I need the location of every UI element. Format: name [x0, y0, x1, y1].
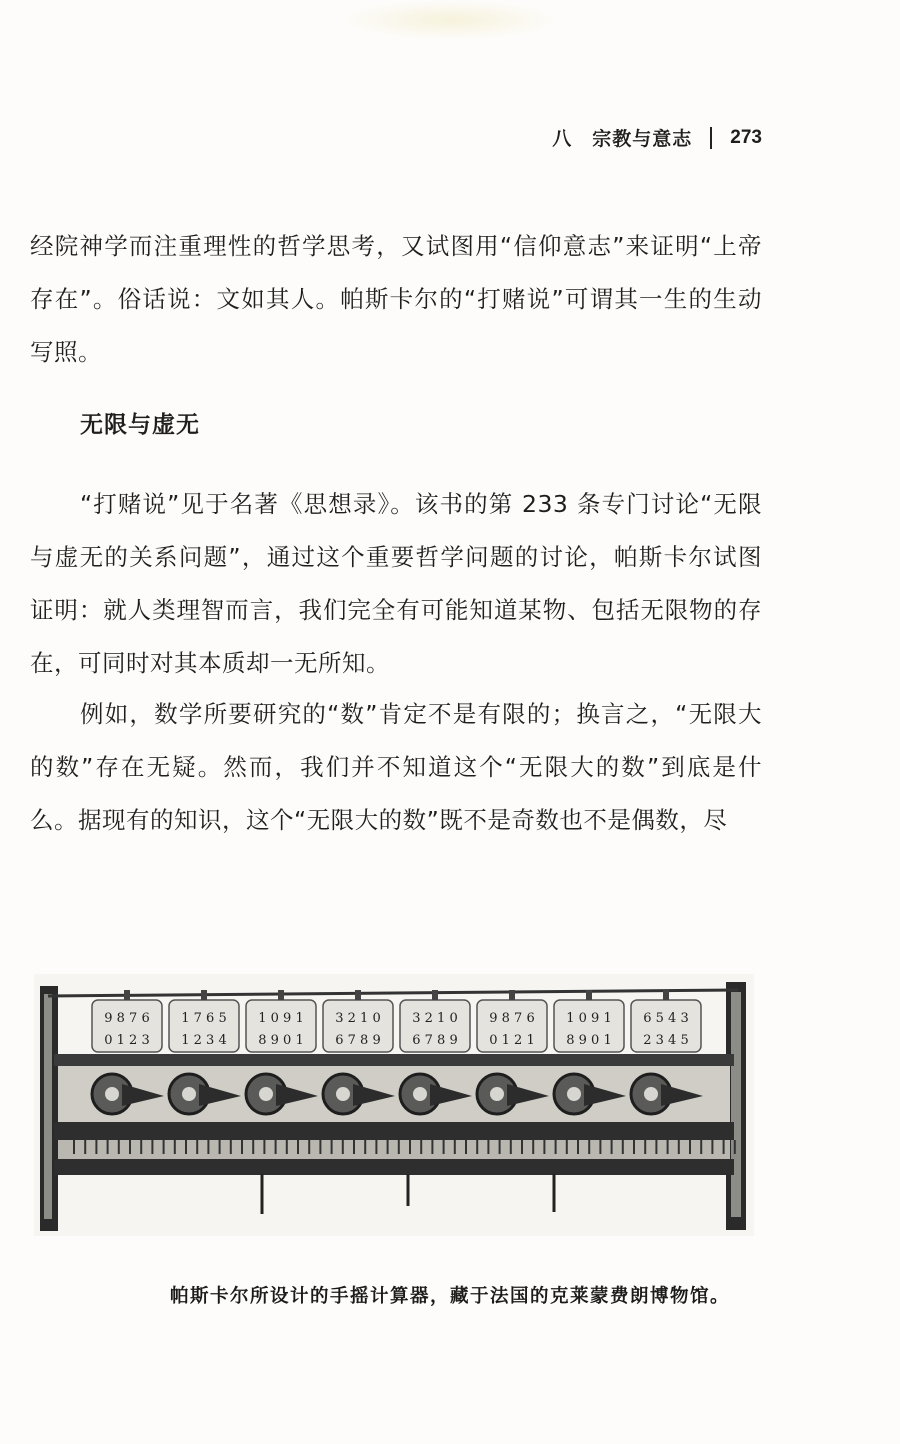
paragraph-second-text: 例如，数学所要研究的“数”肯定不是有限的；换言之，“无限大的数”存在无疑。然而，我们并不知道这个“无限大的数”到底是什么。据现有的知识，这个“无限大的数”既不是奇数也不是偶数，尽 [30, 700, 762, 834]
dial-digits-bottom: 0 1 2 3 [104, 1033, 150, 1048]
gear-hub [259, 1087, 273, 1101]
pascaline-illustration [34, 974, 754, 1236]
dial-digits-top: 6 5 4 3 [643, 1011, 689, 1026]
dial-digits-bottom: 8 9 0 1 [566, 1033, 612, 1048]
calculator-photo [34, 974, 754, 1236]
dial-peg [124, 990, 130, 1000]
figure-caption: 帕斯卡尔所设计的手摇计算器，藏于法国的克莱蒙费朗博物馆。 [169, 1286, 730, 1307]
dial-peg [663, 990, 669, 1000]
header-divider [710, 127, 712, 149]
frame-left-post-inner [44, 994, 52, 1219]
running-header [552, 124, 762, 151]
chapter-title: 八 宗教与意志 [552, 128, 693, 150]
dial-digits-top: 1 0 9 1 [566, 1011, 612, 1026]
dial-digits-bottom: 8 9 0 1 [258, 1033, 304, 1048]
page-number: 273 [730, 126, 762, 148]
dial-peg [509, 990, 515, 1000]
paragraph-first [30, 478, 762, 690]
dial-peg [355, 990, 361, 1000]
paragraph-first-text: “打赌说”见于名著《思想录》。该书的第 233 条专门讨论“无限与虚无的关系问题”，通过这个重要哲学问题的讨论，帕斯卡尔试图证明：就人类理智而言，我们完全有可能知道某物、包括无限物的存在，可同时对其本质却一无所知。 [30, 490, 762, 677]
upper-bar [54, 1054, 734, 1066]
comb-layer [58, 1140, 730, 1159]
gear-hub [567, 1087, 581, 1101]
dial-digits-bottom: 0 1 2 1 [489, 1033, 535, 1048]
dial-digits-top: 9 8 7 6 [489, 1011, 535, 1026]
dial-digits-top: 3 2 1 0 [335, 1011, 381, 1026]
dial-peg [278, 990, 284, 1000]
dial-digits-bottom: 2 3 4 5 [643, 1033, 689, 1048]
dial-peg [201, 990, 207, 1000]
page-top-shade [340, 0, 560, 40]
gear-hub [105, 1087, 119, 1101]
gear-hub [490, 1087, 504, 1101]
gear-hub [182, 1087, 196, 1101]
dial-row [92, 990, 701, 1052]
gear-hub [644, 1087, 658, 1101]
dial-digits-bottom: 1 2 3 4 [181, 1033, 227, 1048]
top-rail [48, 990, 738, 996]
dial-digits-top: 3 2 1 0 [412, 1011, 458, 1026]
dial-digits-top: 1 0 9 1 [258, 1011, 304, 1026]
section-heading: 无限与虚无 [80, 412, 200, 438]
dial-digits-bottom: 6 7 8 9 [335, 1033, 381, 1048]
gear-hub [413, 1087, 427, 1101]
dial-digits-top: 9 8 7 6 [104, 1011, 150, 1026]
paragraph-second [30, 688, 762, 847]
paragraph-continued [30, 220, 762, 379]
paragraph-continued-text: 经院神学而注重理性的哲学思考，又试图用“信仰意志”来证明“上帝存在”。俗话说：文如其人。帕斯卡尔的“打赌说”可谓其一生的生动写照。 [30, 232, 762, 366]
dial-peg [432, 990, 438, 1000]
dial-digits-bottom: 6 7 8 9 [412, 1033, 458, 1048]
middle-bar [54, 1122, 734, 1140]
gear-hub [336, 1087, 350, 1101]
dial-peg [586, 990, 592, 1000]
lower-bar [54, 1159, 734, 1175]
dial-digits-top: 1 7 6 5 [181, 1011, 227, 1026]
frame-right-post-inner [731, 992, 741, 1217]
